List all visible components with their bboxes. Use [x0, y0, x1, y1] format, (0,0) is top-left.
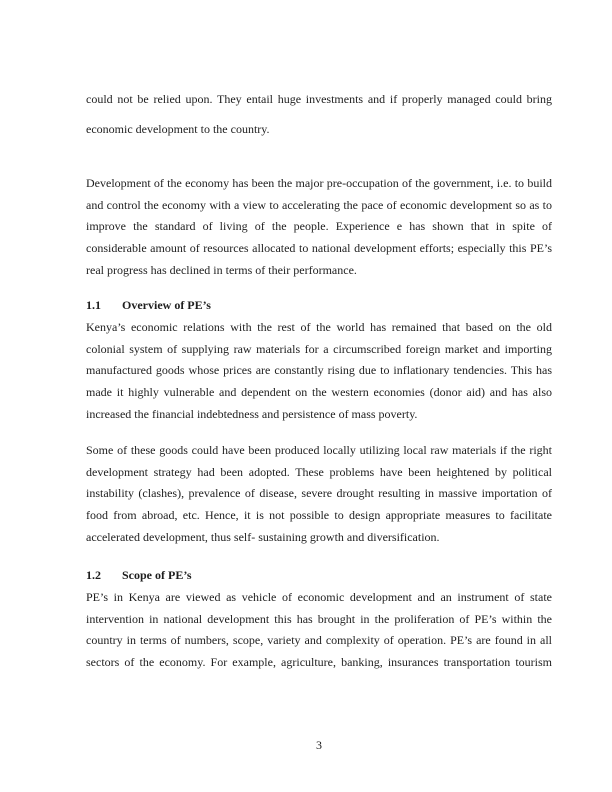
paragraph-line: food from abroad, etc. Hence, it is not possible to design appropriate measures to facilitate — [86, 508, 552, 523]
paragraph-line: made it highly vulnerable and dependent on the western economies (donor aid) and has also — [86, 385, 552, 400]
paragraph-line: and control the economy with a view to accelerating the pace of economic development so as to — [86, 197, 552, 212]
paragraph-line: could not be relied upon. They entail huge investments and if properly managed could bring — [86, 92, 552, 106]
paragraph-line: country in terms of numbers, scope, variety and complexity of operation. PE’s are found in all — [86, 633, 552, 648]
section-title: Overview of PE’s — [122, 298, 211, 312]
paragraph-line: considerable amount of resources allocated to national development efforts; especially this PE’s — [86, 241, 552, 256]
paragraph-line: manufactured goods whose prices are constantly rising due to inflationary tendencies. This has — [86, 363, 552, 378]
section-heading — [86, 565, 552, 587]
section-title: Scope of PE’s — [122, 568, 192, 582]
page-number: 3 — [316, 738, 322, 752]
section-number: 1.1 — [86, 298, 101, 312]
paragraph-line: accelerated development, thus self- sustaining growth and diversification. — [86, 529, 440, 544]
paragraph-line: Kenya’s economic relations with the rest of the world has remained that based on the old — [86, 320, 552, 334]
paragraph-line: increased the financial indebtedness and persistence of mass poverty. — [86, 406, 418, 421]
paragraph-line: instability (clashes), prevalence of disease, severe drought resulting in massive importation of — [86, 486, 552, 501]
paragraph-line: economic development to the country. — [86, 122, 270, 136]
paragraph-line: intervention in national development this has brought in the proliferation of PE’s within the — [86, 611, 552, 626]
body-paragraph — [86, 587, 552, 674]
paragraph-line: sectors of the economy. For example, agriculture, banking, insurances transportation tourism — [86, 655, 552, 670]
body-paragraph — [86, 317, 552, 426]
paragraph-line: colonial system of supplying raw materials for a circumscribed foreign market and importing — [86, 341, 552, 356]
body-paragraph — [86, 84, 552, 144]
body-paragraph — [86, 173, 552, 282]
body-paragraph — [86, 440, 552, 549]
paragraph-line: improve the standard of living of the people. Experience e has shown that in spite of — [86, 219, 552, 234]
paragraph-line: development strategy had been adopted. These problems have been heightened by political — [86, 464, 552, 479]
paragraph-line: Some of these goods could have been produced locally utilizing local raw materials if the right — [86, 443, 552, 457]
paragraph-line: Development of the economy has been the major pre-occupation of the government, i.e. to build — [86, 176, 552, 190]
section-heading — [86, 295, 552, 317]
paragraph-line: real progress has declined in terms of their performance. — [86, 262, 357, 277]
section-number: 1.2 — [86, 568, 101, 582]
paragraph-line: PE’s in Kenya are viewed as vehicle of economic development and an instrument of state — [86, 590, 552, 604]
